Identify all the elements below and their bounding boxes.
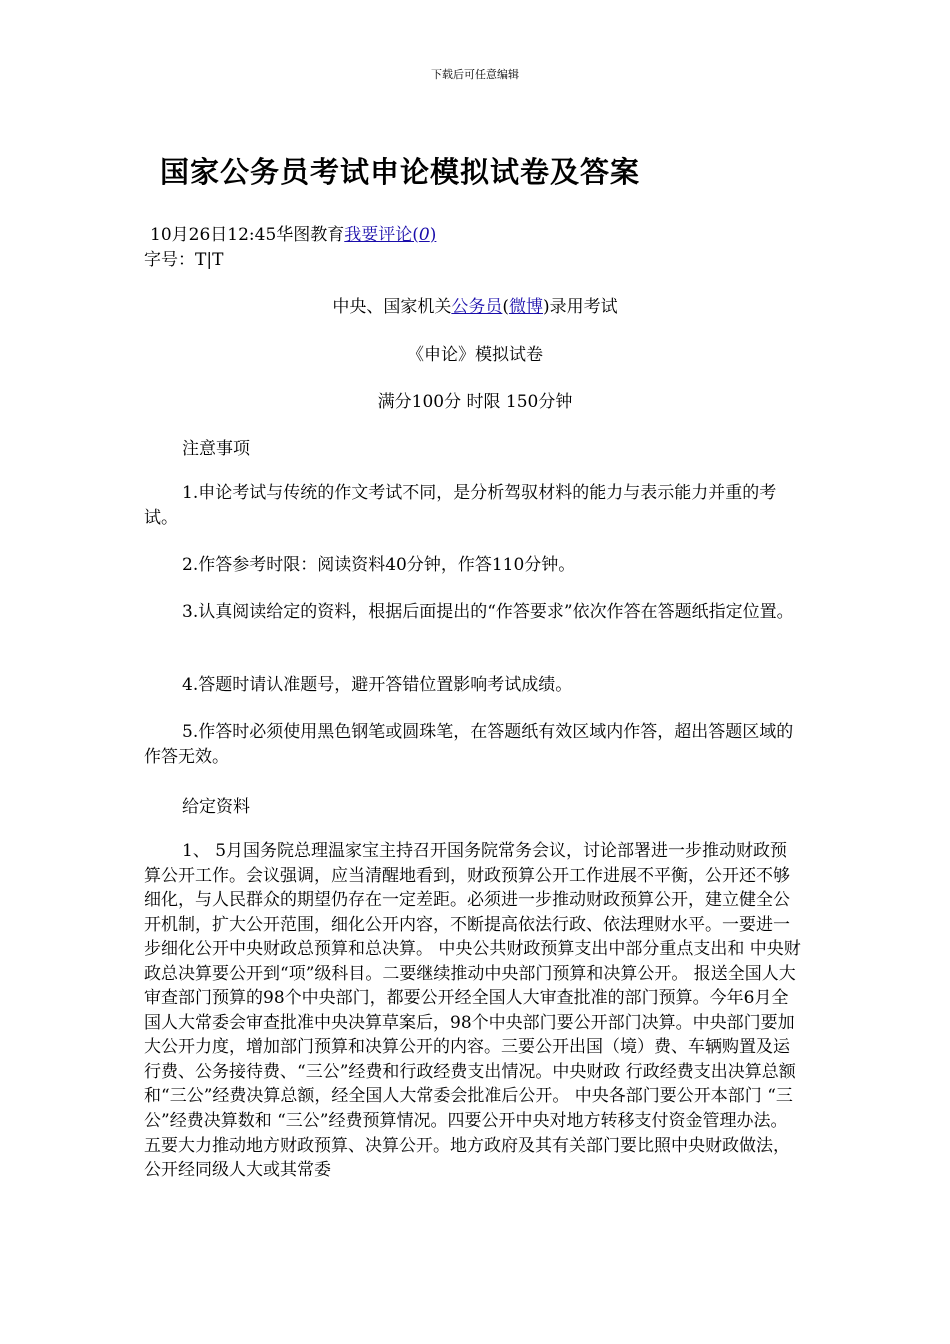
exam-title-line: 中央、国家机关公务员(微博)录用考试 bbox=[332, 297, 618, 317]
notice-item: 4.答题时请认准题号，避开答错位置影响考试成绩。 bbox=[182, 675, 573, 695]
notice-item: 5.作答时必须使用黑色钢笔或圆珠笔，在答题纸有效区域内作答，超出答题区域的作答无效。 bbox=[144, 722, 794, 767]
exam-subtitle: 《申论》模拟试卷 bbox=[407, 345, 543, 365]
font-size-control[interactable]: 字号：T|T bbox=[144, 250, 224, 270]
header-note: 下载后可任意编辑 bbox=[431, 68, 519, 81]
civil-servant-link[interactable]: 公务员 bbox=[451, 297, 503, 317]
comment-link[interactable]: 我要评论(0) bbox=[344, 225, 437, 245]
notice-heading: 注意事项 bbox=[182, 439, 250, 459]
page-title: 国家公务员考试申论模拟试卷及答案 bbox=[160, 155, 641, 189]
article-meta bbox=[150, 220, 436, 245]
exam-score-time: 满分100分 时限 150分钟 bbox=[377, 392, 573, 412]
material-paragraph: 1、 5月国务院总理温家宝主持召开国务院常务会议，讨论部署进一步推动财政预算公开工作。会议强调，应当清醒地看到，财政预算公开工作进展不平衡，公开还不够细化，与人民群众的期望仍存在一定差距。必须进一步推动财政预算公开，建立健全公开机制，扩大公开范围，细化公开内容，不断提高依法行政、依法理财水平。一要进一步细化公开中央财政总预算和总决算。 中央公共财政预算支出中部分重点支出和 中央财政总决算要公开到“项”级科目。二要继续推动中央部门预算和决算公开。 报送全国人大审查部门预算的98个中央部门，都要公开经全国人大审查批准的部门预算。今年6月全国人大常委会审查批准中央决算草案后，98个中央部门要公开部门决算。中央部门要加大公开力度，增加部门预算和决算公开的内容。三要公开出国（境）费、车辆购置及运行费、公务接待费、“三公”经费和行政经费支出情况。中央财政 行政经费支出决算总额和“三公”经费决算总额，经全国人大常委会批准后公开。 中央各部门要公开本部门 “三公”经费决算数和 “三公”经费预算情况。四要公开中央对地方转移支付资金管理办法。五要大力推动地方财政预算、决算公开。地方政府及其有关部门要比照中央财政做法，公开经同级人大或其常委 bbox=[144, 841, 801, 1181]
date-source: 10月26日12:45华图教育 bbox=[150, 225, 345, 245]
material-heading: 给定资料 bbox=[182, 797, 250, 817]
weibo-link[interactable]: 微博 bbox=[509, 297, 543, 317]
notice-item: 3.认真阅读给定的资料，根据后面提出的“作答要求”依次作答在答题纸指定位置。 bbox=[182, 602, 794, 622]
notice-item: 2.作答参考时限：阅读资料40分钟，作答110分钟。 bbox=[182, 555, 576, 575]
notice-item: 1.申论考试与传统的作文考试不同，是分析驾驭材料的能力与表示能力并重的考试。 bbox=[144, 483, 777, 528]
